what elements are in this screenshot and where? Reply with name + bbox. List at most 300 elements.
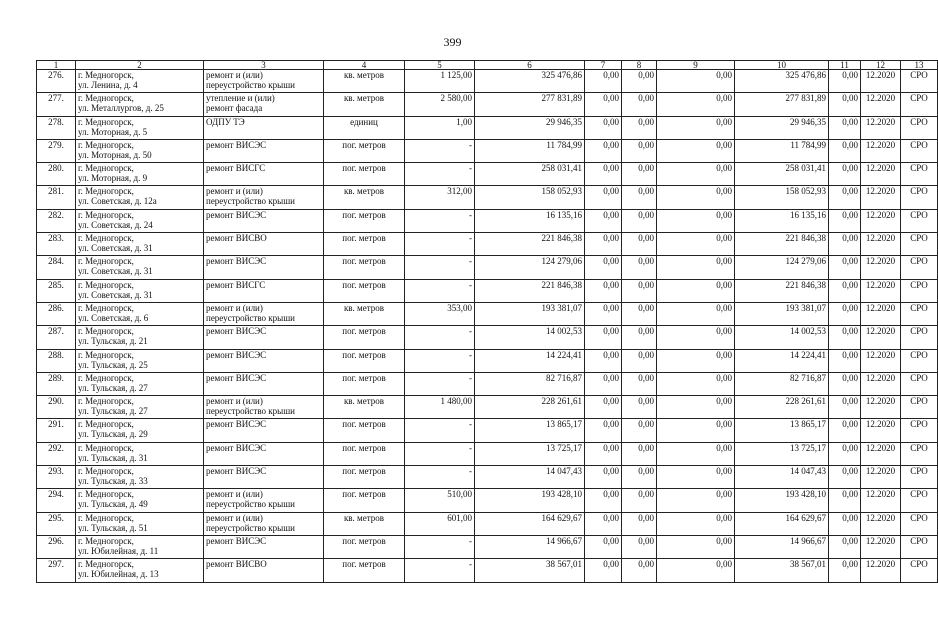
address-cell <box>76 559 204 582</box>
work-type-line-1: ремонт ВИСВО <box>206 559 267 570</box>
address-line-2: ул. Моторная, д. 9 <box>78 173 148 184</box>
executor-cell: СРО <box>901 396 938 419</box>
col-7-cell: 0,00 <box>585 256 622 279</box>
column-header-1: 1 <box>37 61 76 70</box>
work-type-line-1: утепление и (или) <box>206 93 275 104</box>
col-10-cell: 13 725,17 <box>735 442 829 465</box>
deadline-cell: 12.2020 <box>861 349 901 372</box>
executor-cell: СРО <box>901 70 938 93</box>
executor-cell: СРО <box>901 209 938 232</box>
deadline-cell: 12.2020 <box>861 419 901 442</box>
address-line-2: ул. Советская, д. 31 <box>78 289 153 300</box>
col-10-cell: 228 261,61 <box>735 396 829 419</box>
col-9-cell: 0,00 <box>657 116 735 139</box>
work-type-line-1: ремонт ВИСЭС <box>206 442 267 453</box>
col-11-cell: 0,00 <box>829 93 861 116</box>
col-9-cell: 0,00 <box>657 186 735 209</box>
address-line-1: г. Медногорск, <box>78 349 134 360</box>
unit-cell: кв. метров <box>324 93 405 116</box>
table-row <box>37 419 938 442</box>
col-11-cell: 0,00 <box>829 372 861 395</box>
address-cell <box>76 163 204 186</box>
address-line-2: ул. Советская, д. 31 <box>78 266 153 277</box>
work-type-line-1: ремонт ВИСЭС <box>206 349 267 360</box>
quantity-cell: - <box>405 349 475 372</box>
unit-cell: кв. метров <box>324 396 405 419</box>
col-7-cell: 0,00 <box>585 489 622 512</box>
deadline-cell: 12.2020 <box>861 279 901 302</box>
deadline-cell: 12.2020 <box>861 489 901 512</box>
row-number-cell: 288. <box>37 349 76 372</box>
work-type-cell <box>204 233 324 256</box>
address-line-2: ул. Тульская, д. 31 <box>78 452 148 463</box>
executor-cell: СРО <box>901 419 938 442</box>
table-row <box>37 186 938 209</box>
col-11-cell: 0,00 <box>829 535 861 558</box>
work-type-line-2: переустройство крыши <box>206 312 295 323</box>
column-header-8: 8 <box>622 61 657 70</box>
col-11-cell: 0,00 <box>829 163 861 186</box>
unit-cell: пог. метров <box>324 233 405 256</box>
work-type-cell <box>204 186 324 209</box>
column-header-10: 10 <box>735 61 829 70</box>
row-number-cell: 296. <box>37 535 76 558</box>
col-8-cell: 0,00 <box>622 442 657 465</box>
col-11-cell: 0,00 <box>829 279 861 302</box>
unit-cell: кв. метров <box>324 512 405 535</box>
quantity-cell: - <box>405 139 475 162</box>
col-10-cell: 14 002,53 <box>735 326 829 349</box>
column-header-2: 2 <box>76 61 204 70</box>
executor-cell: СРО <box>901 326 938 349</box>
col-11-cell: 0,00 <box>829 70 861 93</box>
work-type-cell <box>204 209 324 232</box>
unit-cell: пог. метров <box>324 419 405 442</box>
col-7-cell: 0,00 <box>585 163 622 186</box>
col-8-cell: 0,00 <box>622 372 657 395</box>
work-type-cell <box>204 279 324 302</box>
executor-cell: СРО <box>901 233 938 256</box>
col-10-cell: 13 865,17 <box>735 419 829 442</box>
work-type-line-2: переустройство крыши <box>206 406 295 417</box>
unit-cell: пог. метров <box>324 372 405 395</box>
work-type-line-1: ремонт и (или) <box>206 489 263 500</box>
col-9-cell: 0,00 <box>657 396 735 419</box>
col-8-cell: 0,00 <box>622 466 657 489</box>
table-row <box>37 489 938 512</box>
address-line-1: г. Медногорск, <box>78 302 134 313</box>
deadline-cell: 12.2020 <box>861 466 901 489</box>
deadline-cell: 12.2020 <box>861 442 901 465</box>
address-line-2: ул. Советская, д. 24 <box>78 219 153 230</box>
total-cost-cell: 258 031,41 <box>475 163 585 186</box>
address-line-1: г. Медногорск, <box>78 489 134 500</box>
col-7-cell: 0,00 <box>585 372 622 395</box>
column-header-11: 11 <box>829 61 861 70</box>
col-9-cell: 0,00 <box>657 70 735 93</box>
column-header-3: 3 <box>204 61 324 70</box>
executor-cell: СРО <box>901 116 938 139</box>
col-11-cell: 0,00 <box>829 116 861 139</box>
address-line-1: г. Медногорск, <box>78 93 134 104</box>
quantity-cell: - <box>405 256 475 279</box>
total-cost-cell: 14 224,41 <box>475 349 585 372</box>
deadline-cell: 12.2020 <box>861 512 901 535</box>
unit-cell: пог. метров <box>324 326 405 349</box>
deadline-cell: 12.2020 <box>861 163 901 186</box>
address-cell <box>76 372 204 395</box>
address-cell <box>76 70 204 93</box>
col-11-cell: 0,00 <box>829 139 861 162</box>
table-row <box>37 442 938 465</box>
address-line-2: ул. Тульская, д. 49 <box>78 499 148 510</box>
unit-cell: пог. метров <box>324 466 405 489</box>
total-cost-cell: 14 047,43 <box>475 466 585 489</box>
table-row <box>37 209 938 232</box>
col-9-cell: 0,00 <box>657 466 735 489</box>
total-cost-cell: 221 846,38 <box>475 279 585 302</box>
col-10-cell: 14 224,41 <box>735 349 829 372</box>
quantity-cell: 601,00 <box>405 512 475 535</box>
address-cell <box>76 93 204 116</box>
col-9-cell: 0,00 <box>657 559 735 582</box>
executor-cell: СРО <box>901 93 938 116</box>
deadline-cell: 12.2020 <box>861 535 901 558</box>
address-line-2: ул. Моторная, д. 50 <box>78 149 152 160</box>
col-10-cell: 193 428,10 <box>735 489 829 512</box>
total-cost-cell: 14 966,67 <box>475 535 585 558</box>
col-8-cell: 0,00 <box>622 256 657 279</box>
address-cell <box>76 256 204 279</box>
table-row <box>37 512 938 535</box>
deadline-cell: 12.2020 <box>861 326 901 349</box>
total-cost-cell: 11 784,99 <box>475 139 585 162</box>
col-9-cell: 0,00 <box>657 163 735 186</box>
quantity-cell: - <box>405 535 475 558</box>
total-cost-cell: 164 629,67 <box>475 512 585 535</box>
deadline-cell: 12.2020 <box>861 302 901 325</box>
work-type-cell <box>204 93 324 116</box>
total-cost-cell: 221 846,38 <box>475 233 585 256</box>
unit-cell: пог. метров <box>324 279 405 302</box>
work-type-cell <box>204 256 324 279</box>
deadline-cell: 12.2020 <box>861 372 901 395</box>
unit-cell: пог. метров <box>324 559 405 582</box>
table-row <box>37 233 938 256</box>
work-type-cell <box>204 442 324 465</box>
work-type-cell <box>204 466 324 489</box>
address-line-1: г. Медногорск, <box>78 233 134 244</box>
work-type-cell <box>204 372 324 395</box>
address-line-1: г. Медногорск, <box>78 139 134 150</box>
total-cost-cell: 29 946,35 <box>475 116 585 139</box>
col-10-cell: 164 629,67 <box>735 512 829 535</box>
table-row <box>37 559 938 582</box>
work-type-cell <box>204 70 324 93</box>
work-type-line-1: ремонт ВИСЭС <box>206 256 267 267</box>
col-9-cell: 0,00 <box>657 139 735 162</box>
executor-cell: СРО <box>901 489 938 512</box>
work-type-cell <box>204 349 324 372</box>
col-11-cell: 0,00 <box>829 512 861 535</box>
executor-cell: СРО <box>901 442 938 465</box>
page-number: 399 <box>443 35 462 49</box>
col-9-cell: 0,00 <box>657 93 735 116</box>
col-7-cell: 0,00 <box>585 302 622 325</box>
col-7-cell: 0,00 <box>585 93 622 116</box>
executor-cell: СРО <box>901 256 938 279</box>
unit-cell: кв. метров <box>324 302 405 325</box>
col-8-cell: 0,00 <box>622 489 657 512</box>
col-10-cell: 124 279,06 <box>735 256 829 279</box>
col-8-cell: 0,00 <box>622 279 657 302</box>
total-cost-cell: 13 725,17 <box>475 442 585 465</box>
work-type-line-1: ремонт и (или) <box>206 302 263 313</box>
row-number-cell: 292. <box>37 442 76 465</box>
row-number-cell: 280. <box>37 163 76 186</box>
col-7-cell: 0,00 <box>585 279 622 302</box>
deadline-cell: 12.2020 <box>861 70 901 93</box>
address-cell <box>76 489 204 512</box>
col-9-cell: 0,00 <box>657 419 735 442</box>
col-8-cell: 0,00 <box>622 70 657 93</box>
row-number-cell: 285. <box>37 279 76 302</box>
col-8-cell: 0,00 <box>622 139 657 162</box>
col-8-cell: 0,00 <box>622 326 657 349</box>
address-line-2: ул. Советская, д. 6 <box>78 312 149 323</box>
deadline-cell: 12.2020 <box>861 209 901 232</box>
col-10-cell: 38 567,01 <box>735 559 829 582</box>
table-row <box>37 326 938 349</box>
deadline-cell: 12.2020 <box>861 233 901 256</box>
quantity-cell: - <box>405 442 475 465</box>
column-header-4: 4 <box>324 61 405 70</box>
address-line-2: ул. Тульская, д. 33 <box>78 476 148 487</box>
table-body <box>37 70 938 583</box>
address-cell <box>76 209 204 232</box>
address-line-1: г. Медногорск, <box>78 442 134 453</box>
address-cell <box>76 466 204 489</box>
col-9-cell: 0,00 <box>657 302 735 325</box>
col-7-cell: 0,00 <box>585 116 622 139</box>
total-cost-cell: 277 831,89 <box>475 93 585 116</box>
col-9-cell: 0,00 <box>657 535 735 558</box>
address-line-1: г. Медногорск, <box>78 326 134 337</box>
table-row <box>37 535 938 558</box>
quantity-cell: - <box>405 419 475 442</box>
table-row <box>37 372 938 395</box>
col-9-cell: 0,00 <box>657 372 735 395</box>
address-line-1: г. Медногорск, <box>78 559 134 570</box>
row-number-cell: 290. <box>37 396 76 419</box>
row-number-cell: 293. <box>37 466 76 489</box>
row-number-cell: 284. <box>37 256 76 279</box>
col-7-cell: 0,00 <box>585 139 622 162</box>
col-7-cell: 0,00 <box>585 466 622 489</box>
address-line-1: г. Медногорск, <box>78 279 134 290</box>
table-row <box>37 279 938 302</box>
quantity-cell: - <box>405 326 475 349</box>
deadline-cell: 12.2020 <box>861 116 901 139</box>
executor-cell: СРО <box>901 139 938 162</box>
work-type-cell <box>204 163 324 186</box>
col-10-cell: 258 031,41 <box>735 163 829 186</box>
deadline-cell: 12.2020 <box>861 559 901 582</box>
total-cost-cell: 82 716,87 <box>475 372 585 395</box>
total-cost-cell: 16 135,16 <box>475 209 585 232</box>
col-9-cell: 0,00 <box>657 233 735 256</box>
col-8-cell: 0,00 <box>622 419 657 442</box>
address-line-2: ул. Тульская, д. 27 <box>78 382 148 393</box>
quantity-cell: 1,00 <box>405 116 475 139</box>
address-line-2: ул. Металлургов, д. 25 <box>78 103 164 114</box>
executor-cell: СРО <box>901 512 938 535</box>
row-number-cell: 297. <box>37 559 76 582</box>
table-row <box>37 93 938 116</box>
work-type-cell <box>204 535 324 558</box>
total-cost-cell: 228 261,61 <box>475 396 585 419</box>
address-line-1: г. Медногорск, <box>78 186 134 197</box>
address-cell <box>76 139 204 162</box>
col-11-cell: 0,00 <box>829 326 861 349</box>
work-type-line-1: ремонт ВИСЭС <box>206 466 267 477</box>
address-line-2: ул. Тульская, д. 25 <box>78 359 148 370</box>
quantity-cell: - <box>405 279 475 302</box>
work-type-line-1: ремонт и (или) <box>206 70 263 80</box>
work-type-line-1: ремонт ВИСГС <box>206 163 266 174</box>
table-row <box>37 256 938 279</box>
table-row <box>37 163 938 186</box>
quantity-cell: 510,00 <box>405 489 475 512</box>
address-line-1: г. Медногорск, <box>78 163 134 174</box>
col-10-cell: 29 946,35 <box>735 116 829 139</box>
executor-cell: СРО <box>901 349 938 372</box>
column-header-9: 9 <box>657 61 735 70</box>
column-header-6: 6 <box>475 61 585 70</box>
work-type-line-2: переустройство крыши <box>206 196 295 207</box>
table-row <box>37 396 938 419</box>
quantity-cell: 1 480,00 <box>405 396 475 419</box>
col-11-cell: 0,00 <box>829 186 861 209</box>
work-type-cell <box>204 302 324 325</box>
total-cost-cell: 14 002,53 <box>475 326 585 349</box>
quantity-cell: - <box>405 233 475 256</box>
executor-cell: СРО <box>901 535 938 558</box>
work-type-line-1: ремонт ВИСЭС <box>206 419 267 430</box>
total-cost-cell: 124 279,06 <box>475 256 585 279</box>
col-10-cell: 277 831,89 <box>735 93 829 116</box>
row-number-cell: 286. <box>37 302 76 325</box>
address-cell <box>76 116 204 139</box>
unit-cell: кв. метров <box>324 70 405 93</box>
executor-cell: СРО <box>901 186 938 209</box>
table-row <box>37 139 938 162</box>
address-cell <box>76 186 204 209</box>
col-7-cell: 0,00 <box>585 396 622 419</box>
col-9-cell: 0,00 <box>657 326 735 349</box>
unit-cell: кв. метров <box>324 186 405 209</box>
work-type-line-1: ремонт ВИСЭС <box>206 209 267 220</box>
address-line-1: г. Медногорск, <box>78 466 134 477</box>
total-cost-cell: 13 865,17 <box>475 419 585 442</box>
work-type-line-1: ремонт ВИСВО <box>206 233 267 244</box>
col-11-cell: 0,00 <box>829 233 861 256</box>
col-8-cell: 0,00 <box>622 396 657 419</box>
address-line-2: ул. Тульская, д. 27 <box>78 406 148 417</box>
deadline-cell: 12.2020 <box>861 93 901 116</box>
column-header-12: 12 <box>861 61 901 70</box>
work-type-line-1: ремонт и (или) <box>206 186 263 197</box>
deadline-cell: 12.2020 <box>861 186 901 209</box>
column-header-5: 5 <box>405 61 475 70</box>
work-type-line-1: ремонт и (или) <box>206 512 263 523</box>
col-7-cell: 0,00 <box>585 326 622 349</box>
row-number-cell: 281. <box>37 186 76 209</box>
address-cell <box>76 233 204 256</box>
executor-cell: СРО <box>901 559 938 582</box>
address-line-1: г. Медногорск, <box>78 419 134 430</box>
col-9-cell: 0,00 <box>657 512 735 535</box>
total-cost-cell: 158 052,93 <box>475 186 585 209</box>
col-8-cell: 0,00 <box>622 349 657 372</box>
table-row <box>37 116 938 139</box>
executor-cell: СРО <box>901 372 938 395</box>
row-number-cell: 279. <box>37 139 76 162</box>
address-line-2: ул. Тульская, д. 29 <box>78 429 148 440</box>
quantity-cell: - <box>405 372 475 395</box>
executor-cell: СРО <box>901 302 938 325</box>
address-line-2: ул. Советская, д. 31 <box>78 243 153 254</box>
col-8-cell: 0,00 <box>622 233 657 256</box>
work-type-cell <box>204 116 324 139</box>
col-9-cell: 0,00 <box>657 442 735 465</box>
col-11-cell: 0,00 <box>829 489 861 512</box>
col-8-cell: 0,00 <box>622 512 657 535</box>
quantity-cell: 1 125,00 <box>405 70 475 93</box>
work-type-line-2: переустройство крыши <box>206 522 295 533</box>
col-10-cell: 158 052,93 <box>735 186 829 209</box>
work-type-line-1: ремонт ВИСЭС <box>206 326 267 337</box>
address-line-2: ул. Юбилейная, д. 13 <box>78 569 159 580</box>
table-row <box>37 70 938 93</box>
address-line-1: г. Медногорск, <box>78 70 134 80</box>
total-cost-cell: 38 567,01 <box>475 559 585 582</box>
work-type-line-2: ремонт фасада <box>206 103 263 114</box>
col-7-cell: 0,00 <box>585 209 622 232</box>
col-10-cell: 325 476,86 <box>735 70 829 93</box>
col-10-cell: 14 966,67 <box>735 535 829 558</box>
address-line-1: г. Медногорск, <box>78 209 134 220</box>
col-11-cell: 0,00 <box>829 466 861 489</box>
executor-cell: СРО <box>901 163 938 186</box>
work-type-cell <box>204 559 324 582</box>
total-cost-cell: 193 381,07 <box>475 302 585 325</box>
col-8-cell: 0,00 <box>622 535 657 558</box>
address-line-1: г. Медногорск, <box>78 512 134 523</box>
executor-cell: СРО <box>901 466 938 489</box>
col-7-cell: 0,00 <box>585 186 622 209</box>
col-7-cell: 0,00 <box>585 442 622 465</box>
col-10-cell: 82 716,87 <box>735 372 829 395</box>
col-11-cell: 0,00 <box>829 256 861 279</box>
col-9-cell: 0,00 <box>657 256 735 279</box>
column-number-row <box>37 61 938 70</box>
row-number-cell: 278. <box>37 116 76 139</box>
col-7-cell: 0,00 <box>585 70 622 93</box>
row-number-cell: 283. <box>37 233 76 256</box>
repair-register-table <box>36 60 938 583</box>
address-cell <box>76 535 204 558</box>
